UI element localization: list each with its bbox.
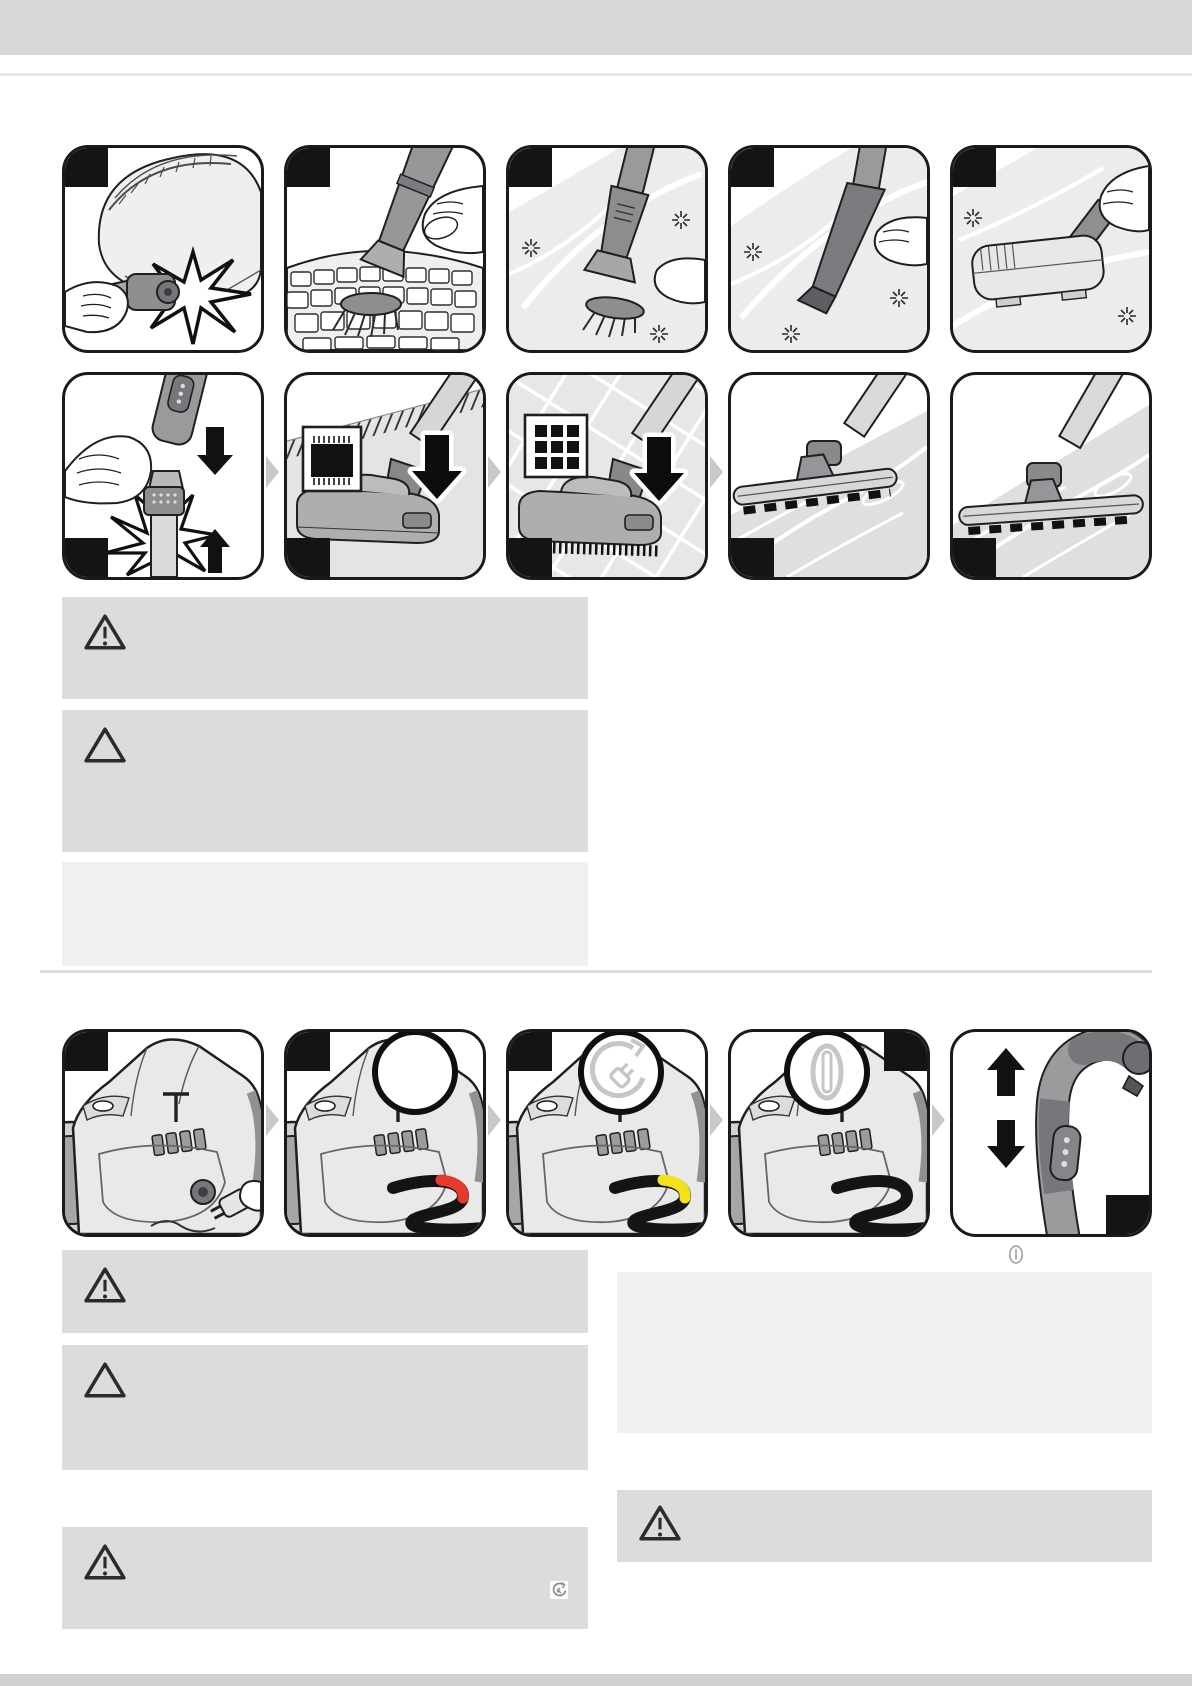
step-badge: [506, 1029, 552, 1071]
note-box-caution-2: [62, 710, 588, 852]
note-box-caution-3: [62, 1250, 588, 1333]
panel-combi-nozzle-hard-floor: [506, 372, 708, 580]
step-badge: [1106, 1195, 1152, 1237]
note-box-caution-1: [62, 597, 588, 699]
panel-handle-airflow-control: [950, 1029, 1152, 1237]
cord-rewind-plug-icon: [581, 1032, 661, 1112]
tile-floor-icon: [525, 415, 587, 477]
carpet-icon: [303, 427, 361, 491]
chevron-right-icon: [932, 1104, 945, 1136]
power-button-icon: [787, 1032, 867, 1112]
panel-parquet-nozzle-a: [728, 372, 930, 580]
panel-dusting-brush-keyboard: [284, 145, 486, 353]
page-bottom-bar: [0, 1674, 1192, 1686]
chevron-right-icon: [488, 1104, 501, 1136]
panel-attach-hose: [62, 145, 264, 353]
power-symbol: [1008, 1244, 1024, 1265]
note-box-caution-4: [62, 1345, 588, 1470]
page-top-bar: [0, 0, 1192, 55]
step-badge: [284, 145, 330, 187]
triangle-outline-icon: [84, 1361, 126, 1399]
step-badge: [62, 538, 108, 580]
header-rule: [0, 73, 1192, 76]
warning-triangle-exclamation-icon: [639, 1504, 681, 1542]
section-divider: [40, 970, 1152, 973]
step-badge: [284, 1029, 330, 1071]
chevron-right-icon: [710, 456, 723, 488]
panel-turbo-nozzle-upholstery: [950, 145, 1152, 353]
step-badge: [728, 145, 774, 187]
warning-triangle-exclamation-icon: [84, 1543, 126, 1581]
panel-combi-nozzle-carpet: [284, 372, 486, 580]
panel-plug-cord-into-socket: [62, 1029, 264, 1237]
panel-cord-red-mark: [284, 1029, 486, 1237]
step-badge: [728, 538, 774, 580]
chevron-right-icon: [266, 456, 279, 488]
panel-telescopic-tube-adjust: [62, 372, 264, 580]
warning-triangle-exclamation-icon: [84, 613, 126, 651]
panel-cord-yellow-mark: [506, 1029, 708, 1237]
note-box-info-2: [617, 1272, 1152, 1433]
arrow-up-icon: [987, 1048, 1025, 1096]
arrow-down-icon: [987, 1120, 1025, 1168]
step-badge: [62, 145, 108, 187]
warning-triangle-exclamation-icon: [84, 1266, 126, 1304]
chevron-right-icon: [266, 1104, 279, 1136]
panel-crevice-nozzle-upholstery: [728, 145, 930, 353]
step-badge: [62, 1029, 108, 1071]
panel-dusting-brush-upholstery: [506, 145, 708, 353]
step-badge: [284, 538, 330, 580]
note-box-info-1: [62, 862, 588, 966]
chevron-right-icon: [710, 1104, 723, 1136]
step-badge: [884, 1029, 930, 1071]
step-badge: [950, 145, 996, 187]
note-box-caution-6: [617, 1490, 1152, 1562]
triangle-outline-icon: [84, 726, 126, 764]
step-badge: [950, 538, 996, 580]
suction-control-button: [1049, 1125, 1081, 1182]
panel-power-button: [728, 1029, 930, 1237]
empty-circle-badge: [375, 1032, 455, 1112]
step-badge: [506, 538, 552, 580]
panel-parquet-nozzle-b: [950, 372, 1152, 580]
step-badge: [506, 145, 552, 187]
chevron-right-icon: [488, 456, 501, 488]
note-box-caution-5: [62, 1527, 588, 1629]
cord-rewind-symbol: [550, 1581, 568, 1599]
